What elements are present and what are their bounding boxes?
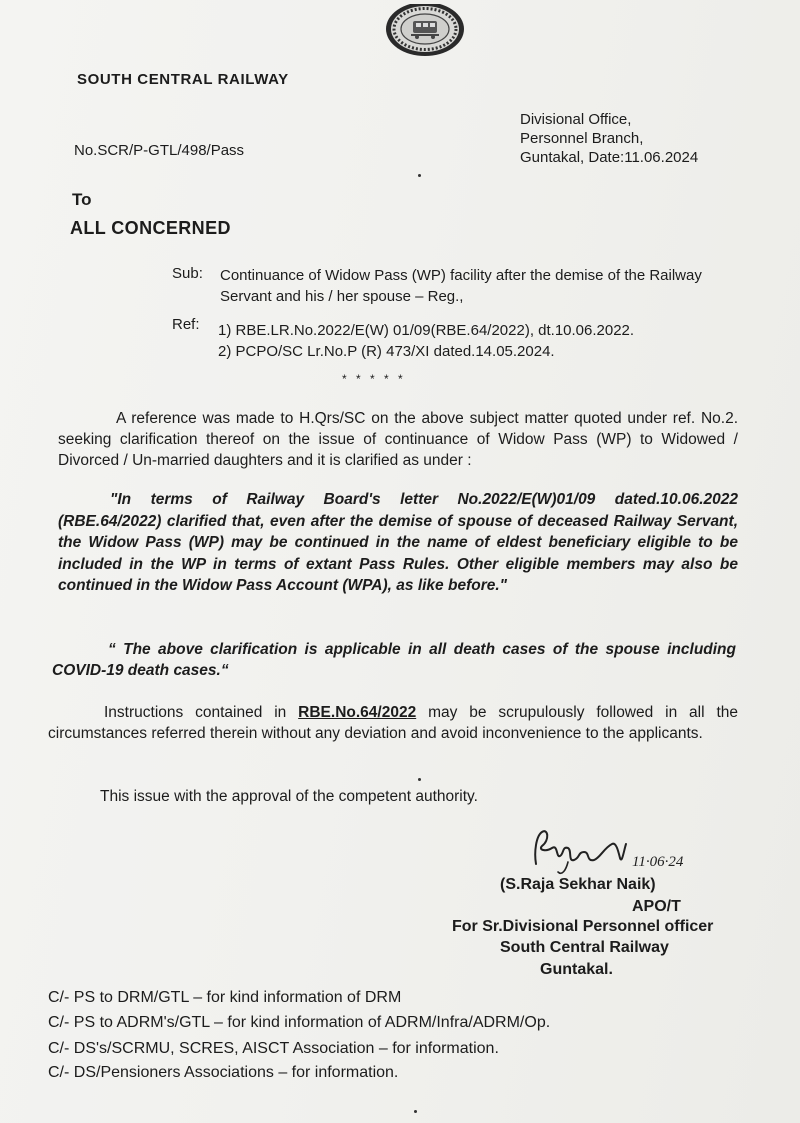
instructions-paragraph — [48, 702, 738, 744]
organization-heading: SOUTH CENTRAL RAILWAY — [77, 71, 289, 88]
handwritten-signature — [528, 822, 708, 882]
recipients: ALL CONCERNED — [70, 218, 231, 238]
reference-item: 2) PCPO/SC Lr.No.P (R) 473/XI dated.14.05.2024. — [218, 343, 555, 360]
signatory-place: Guntakal. — [540, 961, 613, 978]
paper-speck — [418, 778, 421, 781]
signatory-name: (S.Raja Sekhar Naik) — [500, 876, 656, 893]
separator: * * * * * — [342, 372, 406, 386]
office-date-line: Guntakal, Date:11.06.2024 — [520, 149, 699, 166]
reference-label: Ref: — [172, 316, 200, 333]
signature-date: 11·06·24 — [632, 854, 684, 870]
subject-text: Continuance of Widow Pass (WP) facility after the demise of the Railway Servant and his / her spouse – Reg., — [220, 267, 702, 305]
paper-speck — [418, 174, 421, 177]
office-address — [520, 110, 698, 167]
letter-number: No.SCR/P-GTL/498/Pass — [74, 142, 245, 159]
signatory-designation: APO/T — [632, 898, 681, 915]
copy-to-line: C/- PS to ADRM's/GTL – for kind information of ADRM/Infra/ADRM/Op. — [48, 1014, 551, 1031]
railway-emblem-icon — [385, 4, 465, 58]
quoted-clarification: "In terms of Railway Board's letter No.2022/E(W)01/09 dated.10.06.2022 (RBE.64/2022) clarified that, even after the demise of spouse of deceased Railway Servant, the Widow Pass (WP) may be continued in the name of eldest beneficiary eligible to be included in the WP in terms of extant Pass Rules. Other eligible members may also be continued in the Widow Pass Account (WPA), as like before." — [58, 491, 738, 594]
instructions-text: may be scrupulously followed in all the circumstances referred therein without any deviation and avoid inconvenience to the applicants. — [48, 704, 738, 742]
reference-list — [218, 320, 634, 362]
copy-to-line: C/- PS to DRM/GTL – for kind information of DRM — [48, 989, 402, 1006]
office-line: Personnel Branch, — [520, 130, 644, 147]
office-line: Divisional Office, — [520, 111, 632, 128]
to-label: To — [72, 190, 92, 209]
subject-label: Sub: — [172, 265, 203, 282]
copy-to-line: C/- DS/Pensioners Associations – for information. — [48, 1064, 399, 1081]
body-paragraph: A reference was made to H.Qrs/SC on the above subject matter quoted under ref. No.2. seeking clarification thereof on the issue of continuance of Widow Pass (WP) to Widowed / Divorced / Un-married daughters and it is clarified as under : — [58, 410, 738, 469]
copy-to-line: C/- DS's/SCRMU, SCRES, AISCT Association – for information. — [48, 1040, 499, 1057]
signatory-org: South Central Railway — [500, 939, 669, 956]
approval-line: This issue with the approval of the competent authority. — [100, 788, 478, 805]
applicability-note: “ The above clarification is applicable in all death cases of the spouse including COVID-19 death cases.“ — [52, 641, 736, 679]
signatory-for-line: For Sr.Divisional Personnel officer — [452, 918, 714, 935]
reference-item: 1) RBE.LR.No.2022/E(W) 01/09(RBE.64/2022), dt.10.06.2022. — [218, 322, 635, 339]
instructions-text: Instructions contained in — [104, 704, 299, 721]
paper-speck — [414, 1110, 417, 1113]
rbe-reference: RBE.No.64/2022 — [298, 704, 417, 721]
